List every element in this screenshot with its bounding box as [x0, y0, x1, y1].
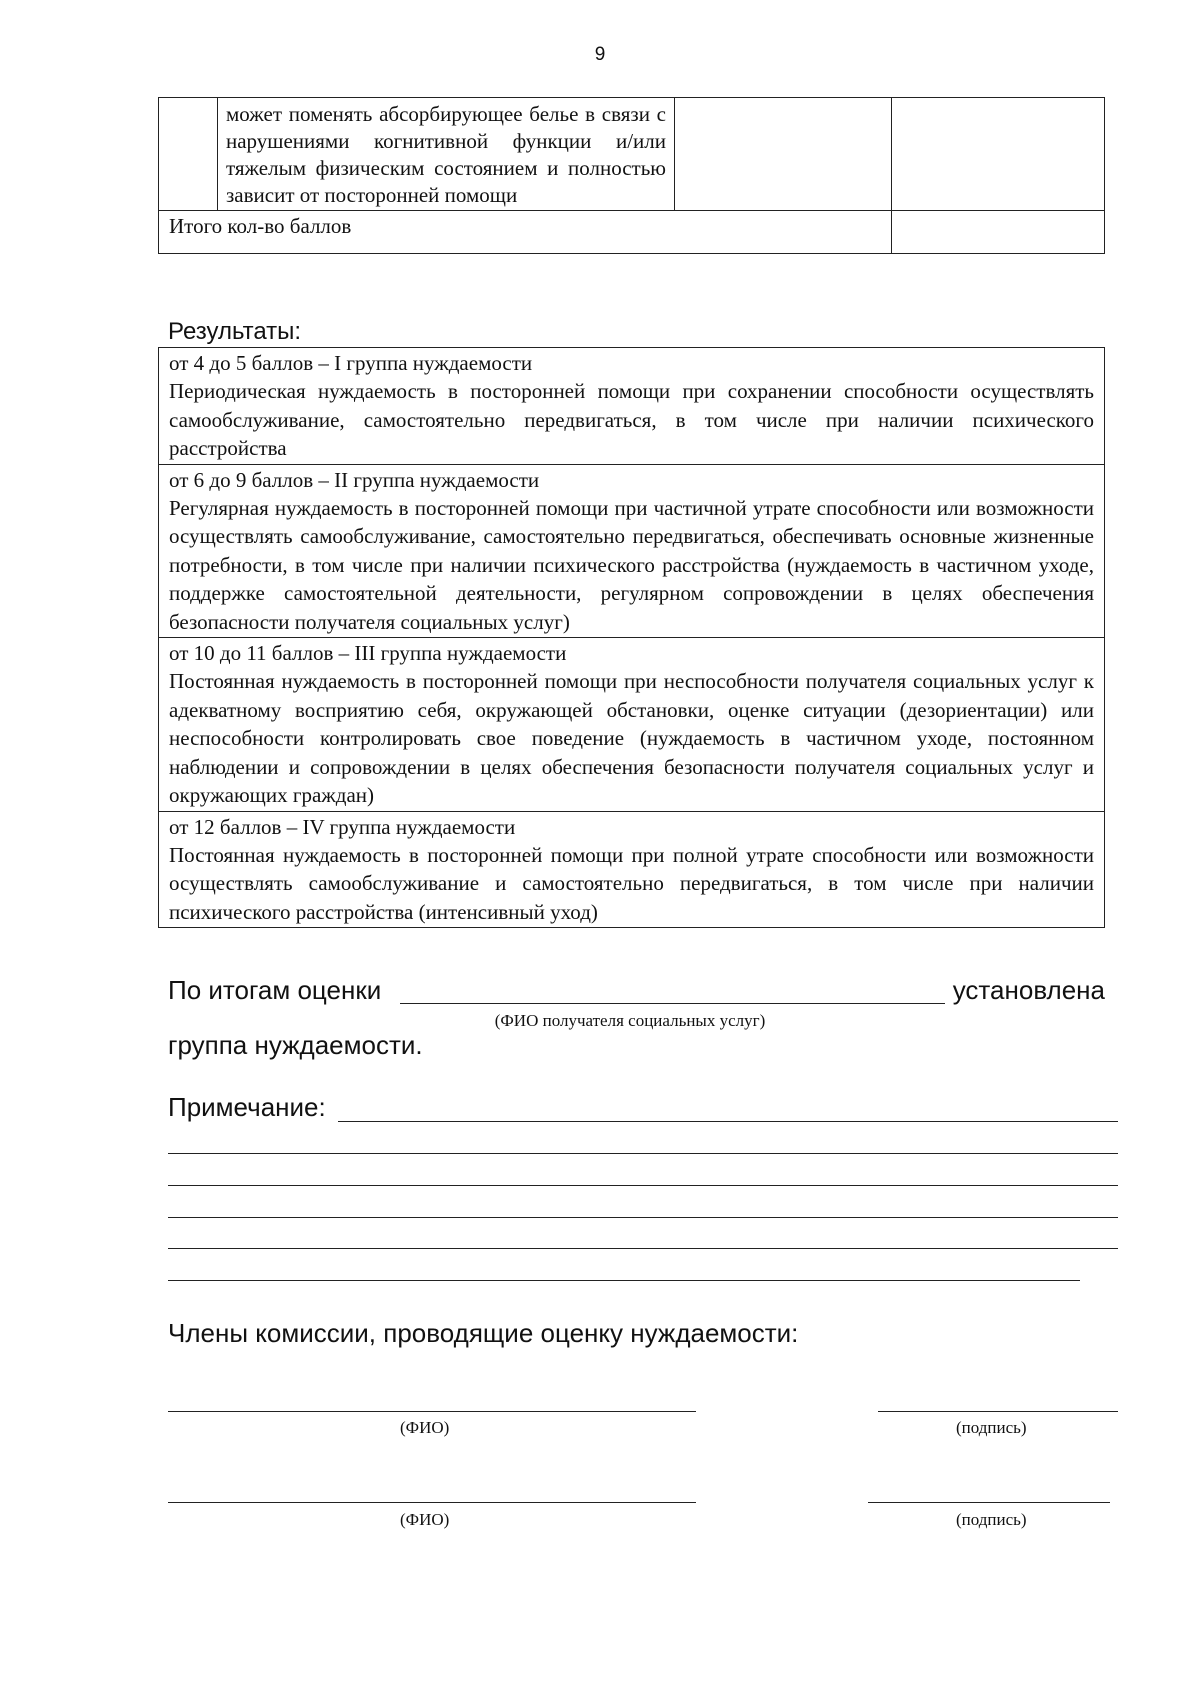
note-label: Примечание:: [168, 1092, 326, 1122]
group-description: Регулярная нуждаемость в посторонней помощи при частичной утрате способности или возможности осуществлять самообслуживание, самостоятельно передвигаться, обеспечивать основные жизненные потребности, в том числе при наличии психического расстройства (нуждаемость в частичном уходе, поддержке самостоятельной деятельности, регулярном сопровождении в целях обеспечения безопасности получателя социальных услуг): [169, 496, 1094, 634]
assessment-prefix: По итогам оценки: [168, 975, 382, 1005]
table-cell-score: [892, 98, 1105, 211]
results-row: [159, 638, 1105, 811]
note-field-line[interactable]: [168, 1248, 1118, 1249]
group-3: [159, 638, 1105, 811]
group-4: [159, 811, 1105, 928]
member-1-signature-caption: (подпись): [956, 1418, 1027, 1437]
group-2: [159, 464, 1105, 637]
table-row: [159, 98, 1105, 211]
member-2-signature-caption: (подпись): [956, 1510, 1027, 1529]
group-description: Периодическая нуждаемость в посторонней помощи при сохранении способности осуществлять самообслуживание, самостоятельно передвигаться, в том числе при наличии психического расстройства: [169, 379, 1094, 461]
note-field-line[interactable]: [168, 1217, 1118, 1218]
member-2-name-line[interactable]: [168, 1502, 696, 1503]
table-cell-number: [159, 98, 218, 211]
member-2-signature-line[interactable]: [868, 1502, 1110, 1503]
table-row-total: [159, 211, 1105, 254]
group-title: от 12 баллов – IV группа нуждаемости: [169, 814, 516, 839]
total-score-value: [892, 211, 1105, 254]
group-1: [159, 348, 1105, 465]
group-title: от 6 до 9 баллов – II группа нуждаемости: [169, 467, 540, 492]
criteria-table-end: [158, 97, 1105, 254]
member-1-name-caption: (ФИО): [400, 1418, 450, 1437]
member-1-signature-line[interactable]: [878, 1411, 1118, 1412]
note-field-line[interactable]: [168, 1280, 1080, 1281]
results-table: [158, 347, 1105, 928]
group-title: от 4 до 5 баллов – I группа нуждаемости: [169, 351, 533, 375]
results-row: [159, 464, 1105, 637]
recipient-name-caption: (ФИО получателя социальных услуг): [494, 1011, 766, 1030]
note-field-line[interactable]: [168, 1185, 1118, 1186]
assessment-suffix: установлена: [952, 975, 1105, 1005]
member-2-name-caption: (ФИО): [400, 1510, 450, 1529]
group-description: Постоянная нуждаемость в посторонней помощи при полной утрате способности или возможности осуществлять самообслуживание и самостоятельно передвигаться, в том числе при наличии психического расстройства (интенсивный уход): [169, 842, 1094, 924]
commission-title: Члены комиссии, проводящие оценку нуждаемости:: [168, 1318, 799, 1348]
criterion-description: может поменять абсорбирующее белье в связи с нарушениями когнитивной функции и/или тяжелым физическим состоянием и полностью зависит от посторонней помощи: [218, 98, 675, 211]
recipient-name-field[interactable]: [400, 1003, 945, 1004]
results-row: [159, 348, 1105, 465]
assessment-group-text: группа нуждаемости.: [168, 1030, 423, 1060]
page-number: 9: [594, 44, 606, 65]
member-1-name-line[interactable]: [168, 1411, 696, 1412]
group-title: от 10 до 11 баллов – III группа нуждаемости: [169, 641, 567, 666]
table-cell-points: [675, 98, 892, 211]
note-field-line[interactable]: [338, 1121, 1118, 1122]
results-title: Результаты:: [168, 318, 302, 345]
total-score-label: Итого кол-во баллов: [159, 211, 892, 254]
group-description: Постоянная нуждаемость в посторонней помощи при неспособности получателя социальных услуг к адекватному восприятию себя, окружающей обстановки, оценке ситуации (дезориентации) или неспособности контролировать свое поведение (нуждаемость в частичном уходе, постоянном наблюдении и сопровождении в целях обеспечения безопасности получателя социальных услуг и окружающих граждан): [169, 669, 1094, 808]
results-row: [159, 811, 1105, 928]
note-field-line[interactable]: [168, 1153, 1118, 1154]
